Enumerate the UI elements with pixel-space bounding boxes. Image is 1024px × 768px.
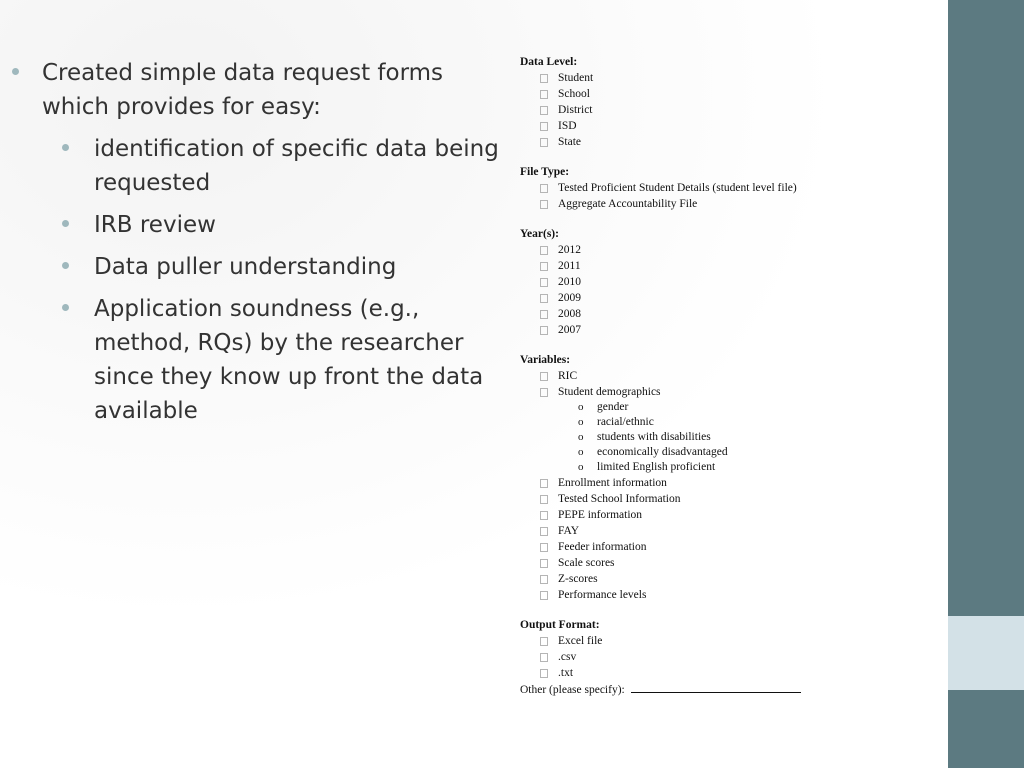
option-label: 2010 [558, 276, 581, 288]
form-option[interactable] [520, 507, 940, 523]
form-suboption[interactable] [520, 460, 940, 475]
bullet-dot-icon [12, 68, 19, 75]
bullet-sub-text: Data puller understanding [94, 254, 397, 280]
form-option[interactable] [520, 523, 940, 539]
section-title-variables: Variables: [520, 354, 571, 366]
form-option[interactable] [520, 242, 940, 258]
option-label: PEPE information [558, 509, 643, 521]
form-option[interactable] [520, 102, 940, 118]
form-option[interactable] [520, 475, 940, 491]
option-label: FAY [558, 525, 580, 537]
bullet-main [0, 56, 500, 124]
form-option[interactable] [520, 649, 940, 665]
option-label: District [558, 104, 593, 116]
form-option[interactable] [520, 118, 940, 134]
form-option[interactable] [520, 306, 940, 322]
form-suboption[interactable] [520, 400, 940, 415]
option-label: Enrollment information [558, 477, 667, 489]
option-label: Tested School Information [558, 493, 681, 505]
data-request-form [520, 54, 940, 697]
bullet-dot-icon [62, 262, 69, 269]
option-label: RIC [558, 370, 578, 382]
form-option[interactable] [520, 258, 940, 274]
option-label: 2007 [558, 324, 581, 336]
option-label: State [558, 136, 581, 148]
option-label: ISD [558, 120, 577, 132]
checkbox-icon[interactable] [540, 495, 548, 504]
checkbox-icon[interactable] [540, 122, 548, 131]
checkbox-icon[interactable] [540, 326, 548, 335]
circle-bullet-icon: o [578, 446, 584, 458]
form-option[interactable] [520, 665, 940, 681]
section-title-output-format: Output Format: [520, 619, 600, 631]
section-gap [520, 603, 940, 617]
section-title-years: Year(s): [520, 228, 559, 240]
form-option[interactable] [520, 384, 940, 400]
suboption-label: gender [597, 401, 629, 413]
option-label: Tested Proficient Student Details (student level file) [558, 182, 797, 194]
bullet-sub [0, 292, 500, 428]
form-option[interactable] [520, 196, 940, 212]
option-label: Aggregate Accountability File [558, 198, 698, 210]
form-suboption[interactable] [520, 415, 940, 430]
bullet-list [0, 56, 500, 436]
form-option[interactable] [520, 368, 940, 384]
bullet-sub [0, 250, 500, 284]
form-suboption[interactable] [520, 445, 940, 460]
bullet-main-text: Created simple data request forms which provides for easy: [42, 60, 444, 120]
form-option[interactable] [520, 587, 940, 603]
section-gap [520, 212, 940, 226]
option-label: Feeder information [558, 541, 647, 553]
checkbox-icon[interactable] [540, 138, 548, 147]
checkbox-icon[interactable] [540, 278, 548, 287]
checkbox-icon[interactable] [540, 575, 548, 584]
circle-bullet-icon: o [578, 461, 584, 473]
checkbox-icon[interactable] [540, 479, 548, 488]
bullet-sub-text: Application soundness (e.g., method, RQs) by the researcher since they know up front the data available [94, 296, 484, 424]
bullet-dot-icon [62, 220, 69, 227]
other-label: Other (please specify): [520, 684, 625, 696]
option-label: 2012 [558, 244, 581, 256]
checkbox-icon[interactable] [540, 511, 548, 520]
checkbox-icon[interactable] [540, 527, 548, 536]
checkbox-icon[interactable] [540, 388, 548, 397]
option-label: Student [558, 72, 594, 84]
form-option[interactable] [520, 290, 940, 306]
other-specify-row [520, 681, 940, 697]
option-label: Scale scores [558, 557, 615, 569]
option-label: Performance levels [558, 589, 647, 601]
checkbox-icon[interactable] [540, 262, 548, 271]
form-option[interactable] [520, 633, 940, 649]
circle-bullet-icon: o [578, 431, 584, 443]
option-label: Excel file [558, 635, 603, 647]
suboption-label: racial/ethnic [597, 416, 654, 428]
circle-bullet-icon: o [578, 401, 584, 413]
bullet-dot-icon [62, 144, 69, 151]
option-label: 2011 [558, 260, 581, 272]
option-label: Z-scores [558, 573, 598, 585]
form-suboption[interactable] [520, 430, 940, 445]
form-option[interactable] [520, 274, 940, 290]
section-gap [520, 150, 940, 164]
option-label: 2008 [558, 308, 581, 320]
section-gap [520, 338, 940, 352]
checkbox-icon[interactable] [540, 246, 548, 255]
checkbox-icon[interactable] [540, 106, 548, 115]
checkbox-icon[interactable] [540, 90, 548, 99]
option-label: Student demographics [558, 386, 661, 398]
option-label: School [558, 88, 590, 100]
form-option[interactable] [520, 491, 940, 507]
form-option[interactable] [520, 70, 940, 86]
circle-bullet-icon: o [578, 416, 584, 428]
option-label: .txt [558, 667, 574, 679]
checkbox-icon[interactable] [540, 200, 548, 209]
form-option[interactable] [520, 555, 940, 571]
section-title-file-type: File Type: [520, 166, 570, 178]
form-option[interactable] [520, 322, 940, 338]
form-option[interactable] [520, 134, 940, 150]
form-option[interactable] [520, 86, 940, 102]
checkbox-icon[interactable] [540, 559, 548, 568]
bullet-sub-text: identification of specific data being requested [94, 136, 499, 196]
checkbox-icon[interactable] [540, 184, 548, 193]
checkbox-icon[interactable] [540, 591, 548, 600]
checkbox-icon[interactable] [540, 294, 548, 303]
bullet-sub-text: IRB review [94, 212, 216, 238]
checkbox-icon[interactable] [540, 310, 548, 319]
checkbox-icon[interactable] [540, 669, 548, 678]
form-option[interactable] [520, 539, 940, 555]
bullet-sub [0, 208, 500, 242]
suboption-label: limited English proficient [597, 461, 716, 473]
checkbox-icon[interactable] [540, 637, 548, 646]
bullet-dot-icon [62, 304, 69, 311]
option-label: .csv [558, 651, 577, 663]
checkbox-icon[interactable] [540, 543, 548, 552]
suboption-label: economically disadvantaged [597, 446, 728, 458]
side-decor-accent [948, 616, 1024, 690]
other-specify-blank[interactable] [631, 681, 801, 693]
checkbox-icon[interactable] [540, 653, 548, 662]
suboption-label: students with disabilities [597, 431, 711, 443]
checkbox-icon[interactable] [540, 74, 548, 83]
option-label: 2009 [558, 292, 581, 304]
bullet-sub [0, 132, 500, 200]
form-option[interactable] [520, 571, 940, 587]
section-title-data-level: Data Level: [520, 56, 578, 68]
checkbox-icon[interactable] [540, 372, 548, 381]
form-option[interactable] [520, 180, 940, 196]
